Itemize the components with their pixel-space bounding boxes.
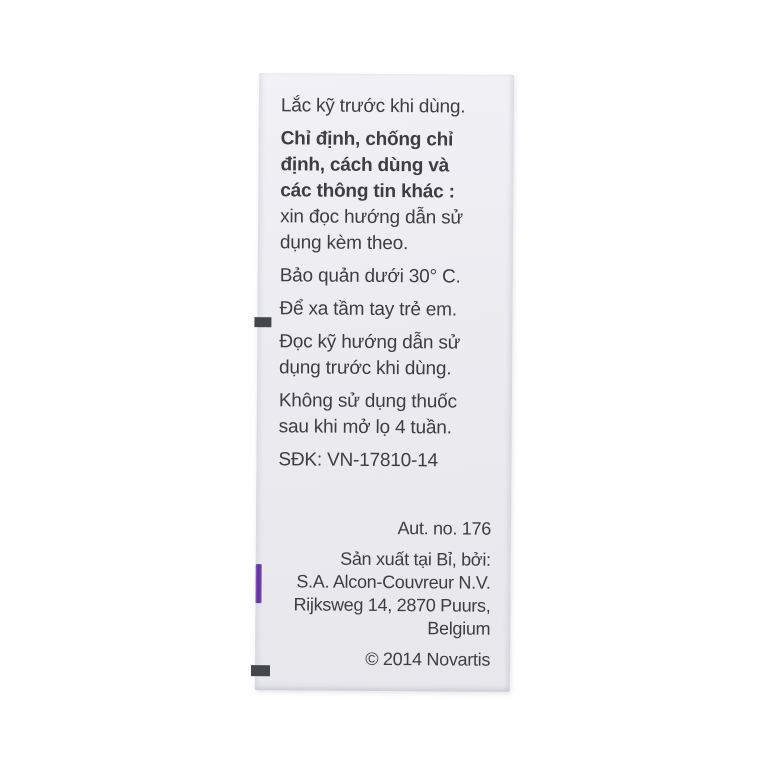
indications-body-line: xin đọc hướng dẫn sử: [280, 206, 464, 229]
text-line: Belgium: [427, 618, 491, 639]
text-line: Bảo quản dưới 30° C.: [279, 265, 461, 288]
text-line: Sản xuất tại Bỉ, bởi:: [340, 548, 491, 570]
copyright-novartis: [277, 647, 490, 671]
shake-instruction: [281, 93, 494, 120]
text-line: © 2014 Novartis: [365, 648, 491, 670]
indications-heading-line: định, cách dùng và: [280, 154, 450, 177]
text-line: Đọc kỹ hướng dẫn sử: [279, 331, 461, 354]
indications-heading-line: Chỉ định, chống chỉ: [280, 128, 454, 151]
registration-number: [278, 447, 491, 474]
read-instructions-note: [279, 329, 492, 382]
text-line: Không sử dụng thuốc: [278, 390, 457, 413]
storage-instruction: [280, 263, 493, 290]
authorization-number: [278, 516, 491, 540]
indications-paragraph: [280, 126, 494, 257]
manufacturer-address: [277, 547, 491, 640]
manufacturer-block: [277, 516, 491, 671]
keep-away-instruction: [279, 296, 492, 323]
text-line: Để xa tầm tay trẻ em.: [279, 298, 458, 321]
panel-text: [255, 73, 514, 692]
discard-after-opening-note: [279, 388, 492, 441]
text-line: dụng trước khi dùng.: [279, 357, 452, 380]
medicine-box-side-panel: [255, 73, 514, 692]
indications-body-line: dụng kèm theo.: [279, 232, 409, 255]
text-line: SĐK: VN-17810-14: [278, 449, 438, 472]
text-line: Aut. no. 176: [397, 518, 492, 539]
text-line: sau khi mở lọ 4 tuần.: [278, 416, 452, 439]
text-line: Lắc kỹ trước khi dùng.: [280, 95, 466, 118]
text-line: Rijksweg 14, 2870 Puurs,: [293, 594, 491, 616]
indications-heading-line: các thông tin khác :: [280, 180, 455, 203]
text-line: S.A. Alcon-Couvreur N.V.: [296, 571, 491, 593]
